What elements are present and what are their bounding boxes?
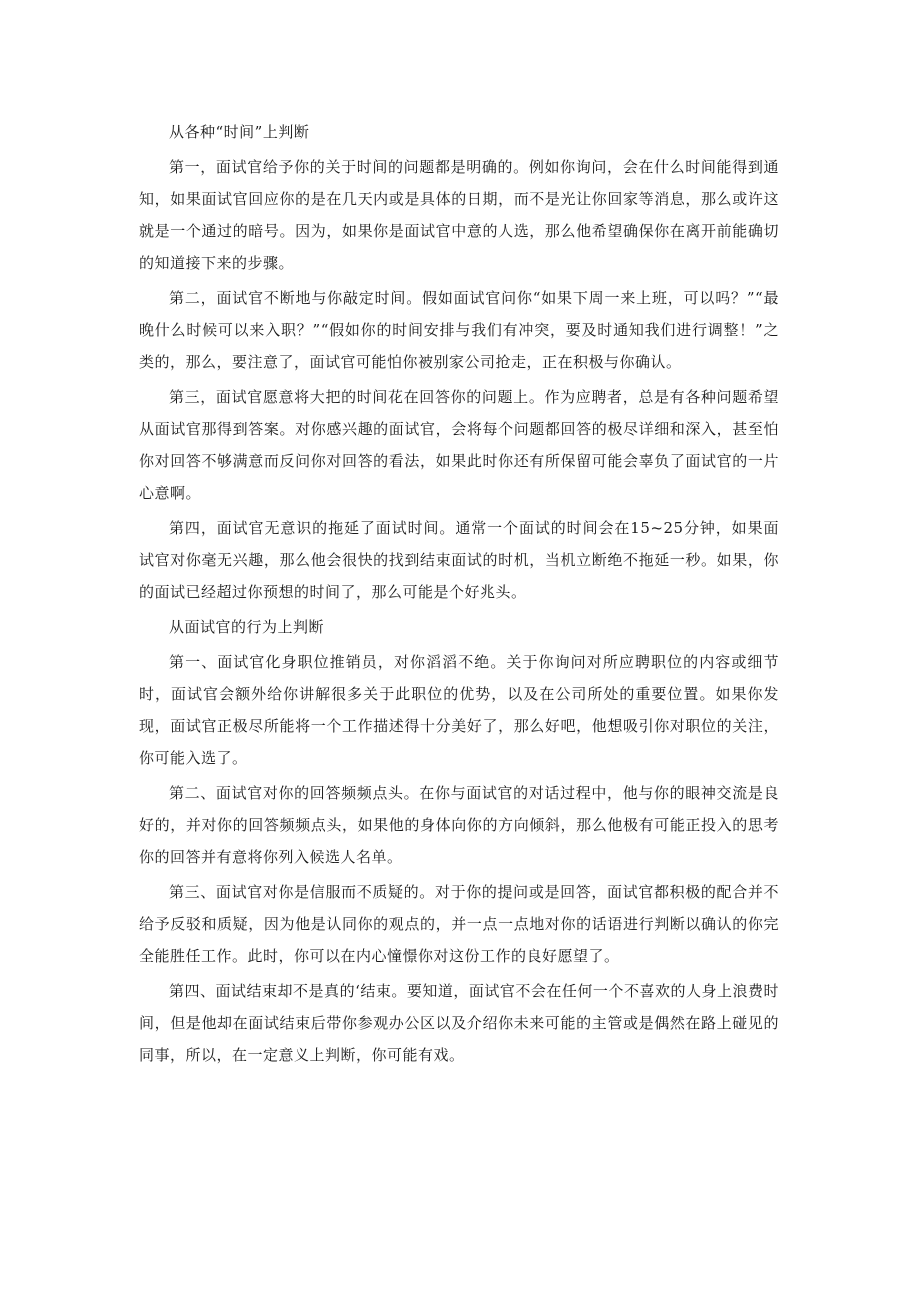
paragraph-behavior-3: 第三、面试官对你是信服而不质疑的。对于你的提问或是回答，面试官都积极的配合并不给予反驳和质疑，因为他是认同你的观点的，并一点一点地对你的话语进行判断以确认的你完全能胜任工作。此时，你可以在内心憧憬你对这份工作的良好愿望了。 — [139, 883, 779, 965]
paragraph-time-3: 第三，面试官愿意将大把的时间花在回答你的问题上。作为应聘者，总是有各种问题希望从面试官那得到答案。对你感兴趣的面试官，会将每个问题都回答的极尽详细和深入，甚至怕你对回答不够满意而反问你对回答的看法，如果此时你还有所保留可能会辜负了面试官的一片心意啊。 — [139, 388, 779, 502]
paragraph-behavior-4: 第四、面试结束却不是真的‘结束。要知道，面试官不会在任何一个不喜欢的人身上浪费时间，但是他却在面试结束后带你参观办公区以及介绍你未来可能的主管或是偶然在路上碰见的同事，所以，在一定意义上判断，你可能有戏。 — [139, 982, 779, 1064]
document-page — [139, 116, 779, 1074]
paragraph-time-2: 第二，面试官不断地与你敲定时间。假如面试官问你“如果下周一来上班，可以吗？”“最晚什么时候可以来入职？”“假如你的时间安排与我们有冲突，要及时通知我们进行调整！”之类的，那么，要注意了，面试官可能怕你被别家公司抢走，正在积极与你确认。 — [139, 289, 779, 371]
paragraph-time-1: 第一，面试官给予你的关于时间的问题都是明确的。例如你询问，会在什么时间能得到通知，如果面试官回应你的是在几天内或是具体的日期，而不是光让你回家等消息，那么或许这就是一个通过的暗号。因为，如果你是面试官中意的人选，那么他希望确保你在离开前能确切的知道接下来的步骤。 — [139, 158, 779, 272]
paragraph-behavior-1: 第一、面试官化身职位推销员，对你滔滔不绝。关于你询问对所应聘职位的内容或细节时，面试官会额外给你讲解很多关于此职位的优势，以及在公司所处的重要位置。如果你发现，面试官正极尽所能将一个工作描述得十分美好了，那么好吧，他想吸引你对职位的关注，你可能入选了。 — [139, 653, 779, 767]
section-heading-behavior: 从面试官的行为上判断 — [169, 618, 325, 636]
section-heading-time: 从各种“时间”上判断 — [169, 123, 310, 141]
paragraph-time-4: 第四，面试官无意识的拖延了面试时间。通常一个面试的时间会在15~25分钟，如果面试官对你毫无兴趣，那么他会很快的找到结束面试的时机，当机立断绝不拖延一秒。如果，你的面试已经超过你预想的时间了，那么可能是个好兆头。 — [139, 519, 779, 601]
paragraph-behavior-2: 第二、面试官对你的回答频频点头。在你与面试官的对话过程中，他与你的眼神交流是良好的，并对你的回答频频点头，如果他的身体向你的方向倾斜，那么他极有可能正投入的思考你的回答并有意将你列入候选人名单。 — [139, 784, 779, 866]
